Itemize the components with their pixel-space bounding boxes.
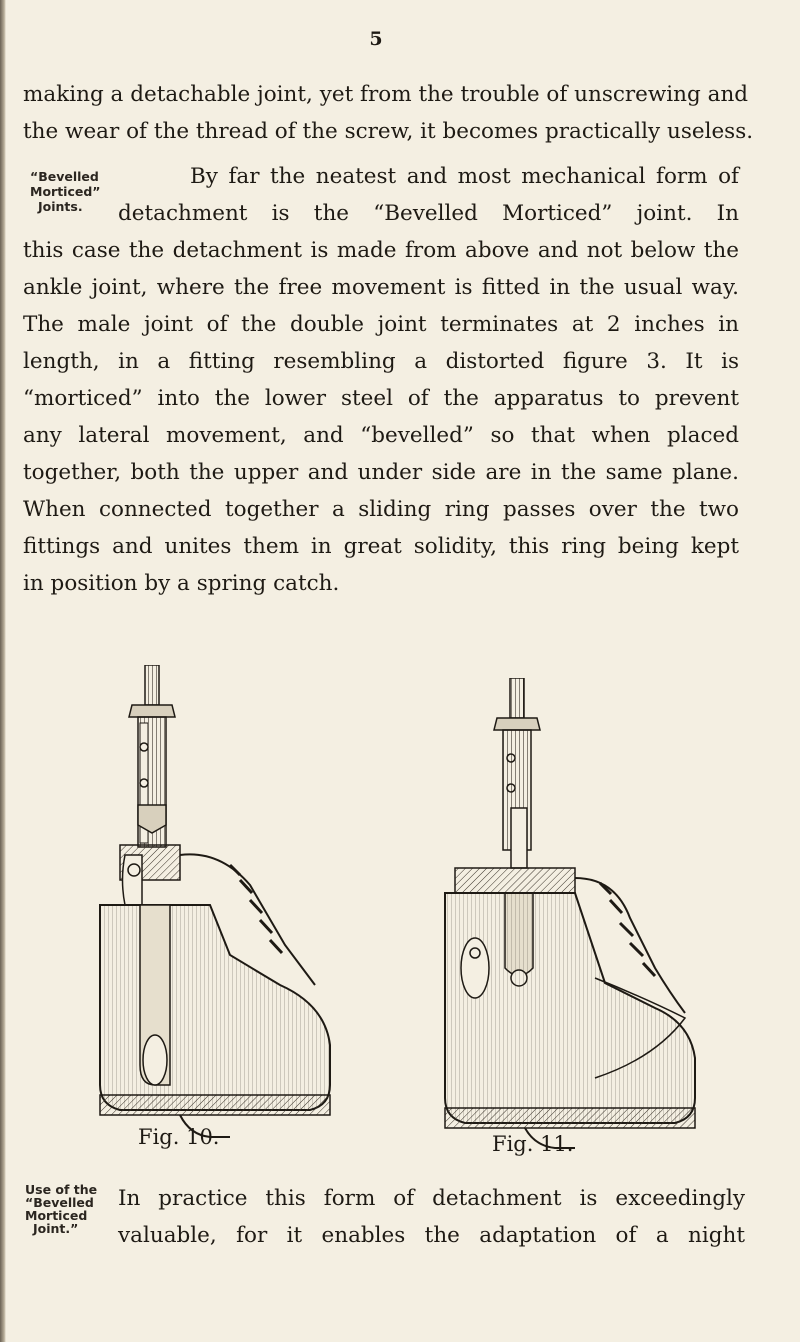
text-line: the wear of the thread of the screw, it becomes practically useless. [23, 119, 754, 144]
margin-note-line: Joints. [38, 199, 83, 214]
margin-note-line: Use of the [25, 1182, 98, 1197]
paragraph-3 [118, 1180, 745, 1254]
text-line: any lateral movement, and “bevelled” so that when placed [23, 423, 739, 448]
figure-10-caption: Fig. 10. [138, 1125, 220, 1149]
page-number: 5 [369, 28, 383, 50]
text-line: By far the neatest and most mechanical form of [190, 164, 739, 189]
page-edge [0, 0, 6, 1342]
text-line: fittings and unites them in great solidity, this ring being kept [23, 534, 739, 559]
text-line: The male joint of the double joint terminates at 2 inches in [23, 312, 739, 337]
text-line: making a detachable joint, yet from the trouble of unscrewing and [23, 82, 749, 107]
margin-note-line: Joint.” [33, 1221, 79, 1236]
margin-note-line: Morticed [25, 1208, 88, 1223]
text-line: ankle joint, where the free movement is fitted in the usual way. [23, 275, 739, 300]
text-line: valuable, for it enables the adaptation of a night [118, 1223, 745, 1248]
text-line: “morticed” into the lower steel of the apparatus to prevent [23, 386, 739, 411]
paragraph-1 [23, 76, 754, 150]
margin-note-line: “Bevelled [25, 1195, 94, 1210]
margin-note-line: “Bevelled [30, 169, 99, 184]
text-line: together, both the upper and under side are in the same plane. [23, 460, 739, 485]
text-line: When connected together a sliding ring passes over the two [23, 497, 739, 522]
figure-11-illustration [415, 678, 725, 1158]
margin-note-use-of-joint [25, 1183, 97, 1235]
text-line: in position by a spring catch. [23, 571, 340, 596]
text-line: In practice this form of detachment is exceedingly [118, 1186, 745, 1211]
margin-note-line: Morticed” [30, 184, 101, 199]
text-line: length, in a fitting resembling a distorted figure 3. It is [23, 349, 739, 374]
figure-11-caption: Fig. 11. [492, 1132, 574, 1156]
figure-10-illustration [80, 665, 380, 1145]
text-line: detachment is the “Bevelled Morticed” joint. In [118, 201, 739, 226]
text-line: this case the detachment is made from above and not below the [23, 238, 739, 263]
paragraph-2 [23, 158, 739, 602]
